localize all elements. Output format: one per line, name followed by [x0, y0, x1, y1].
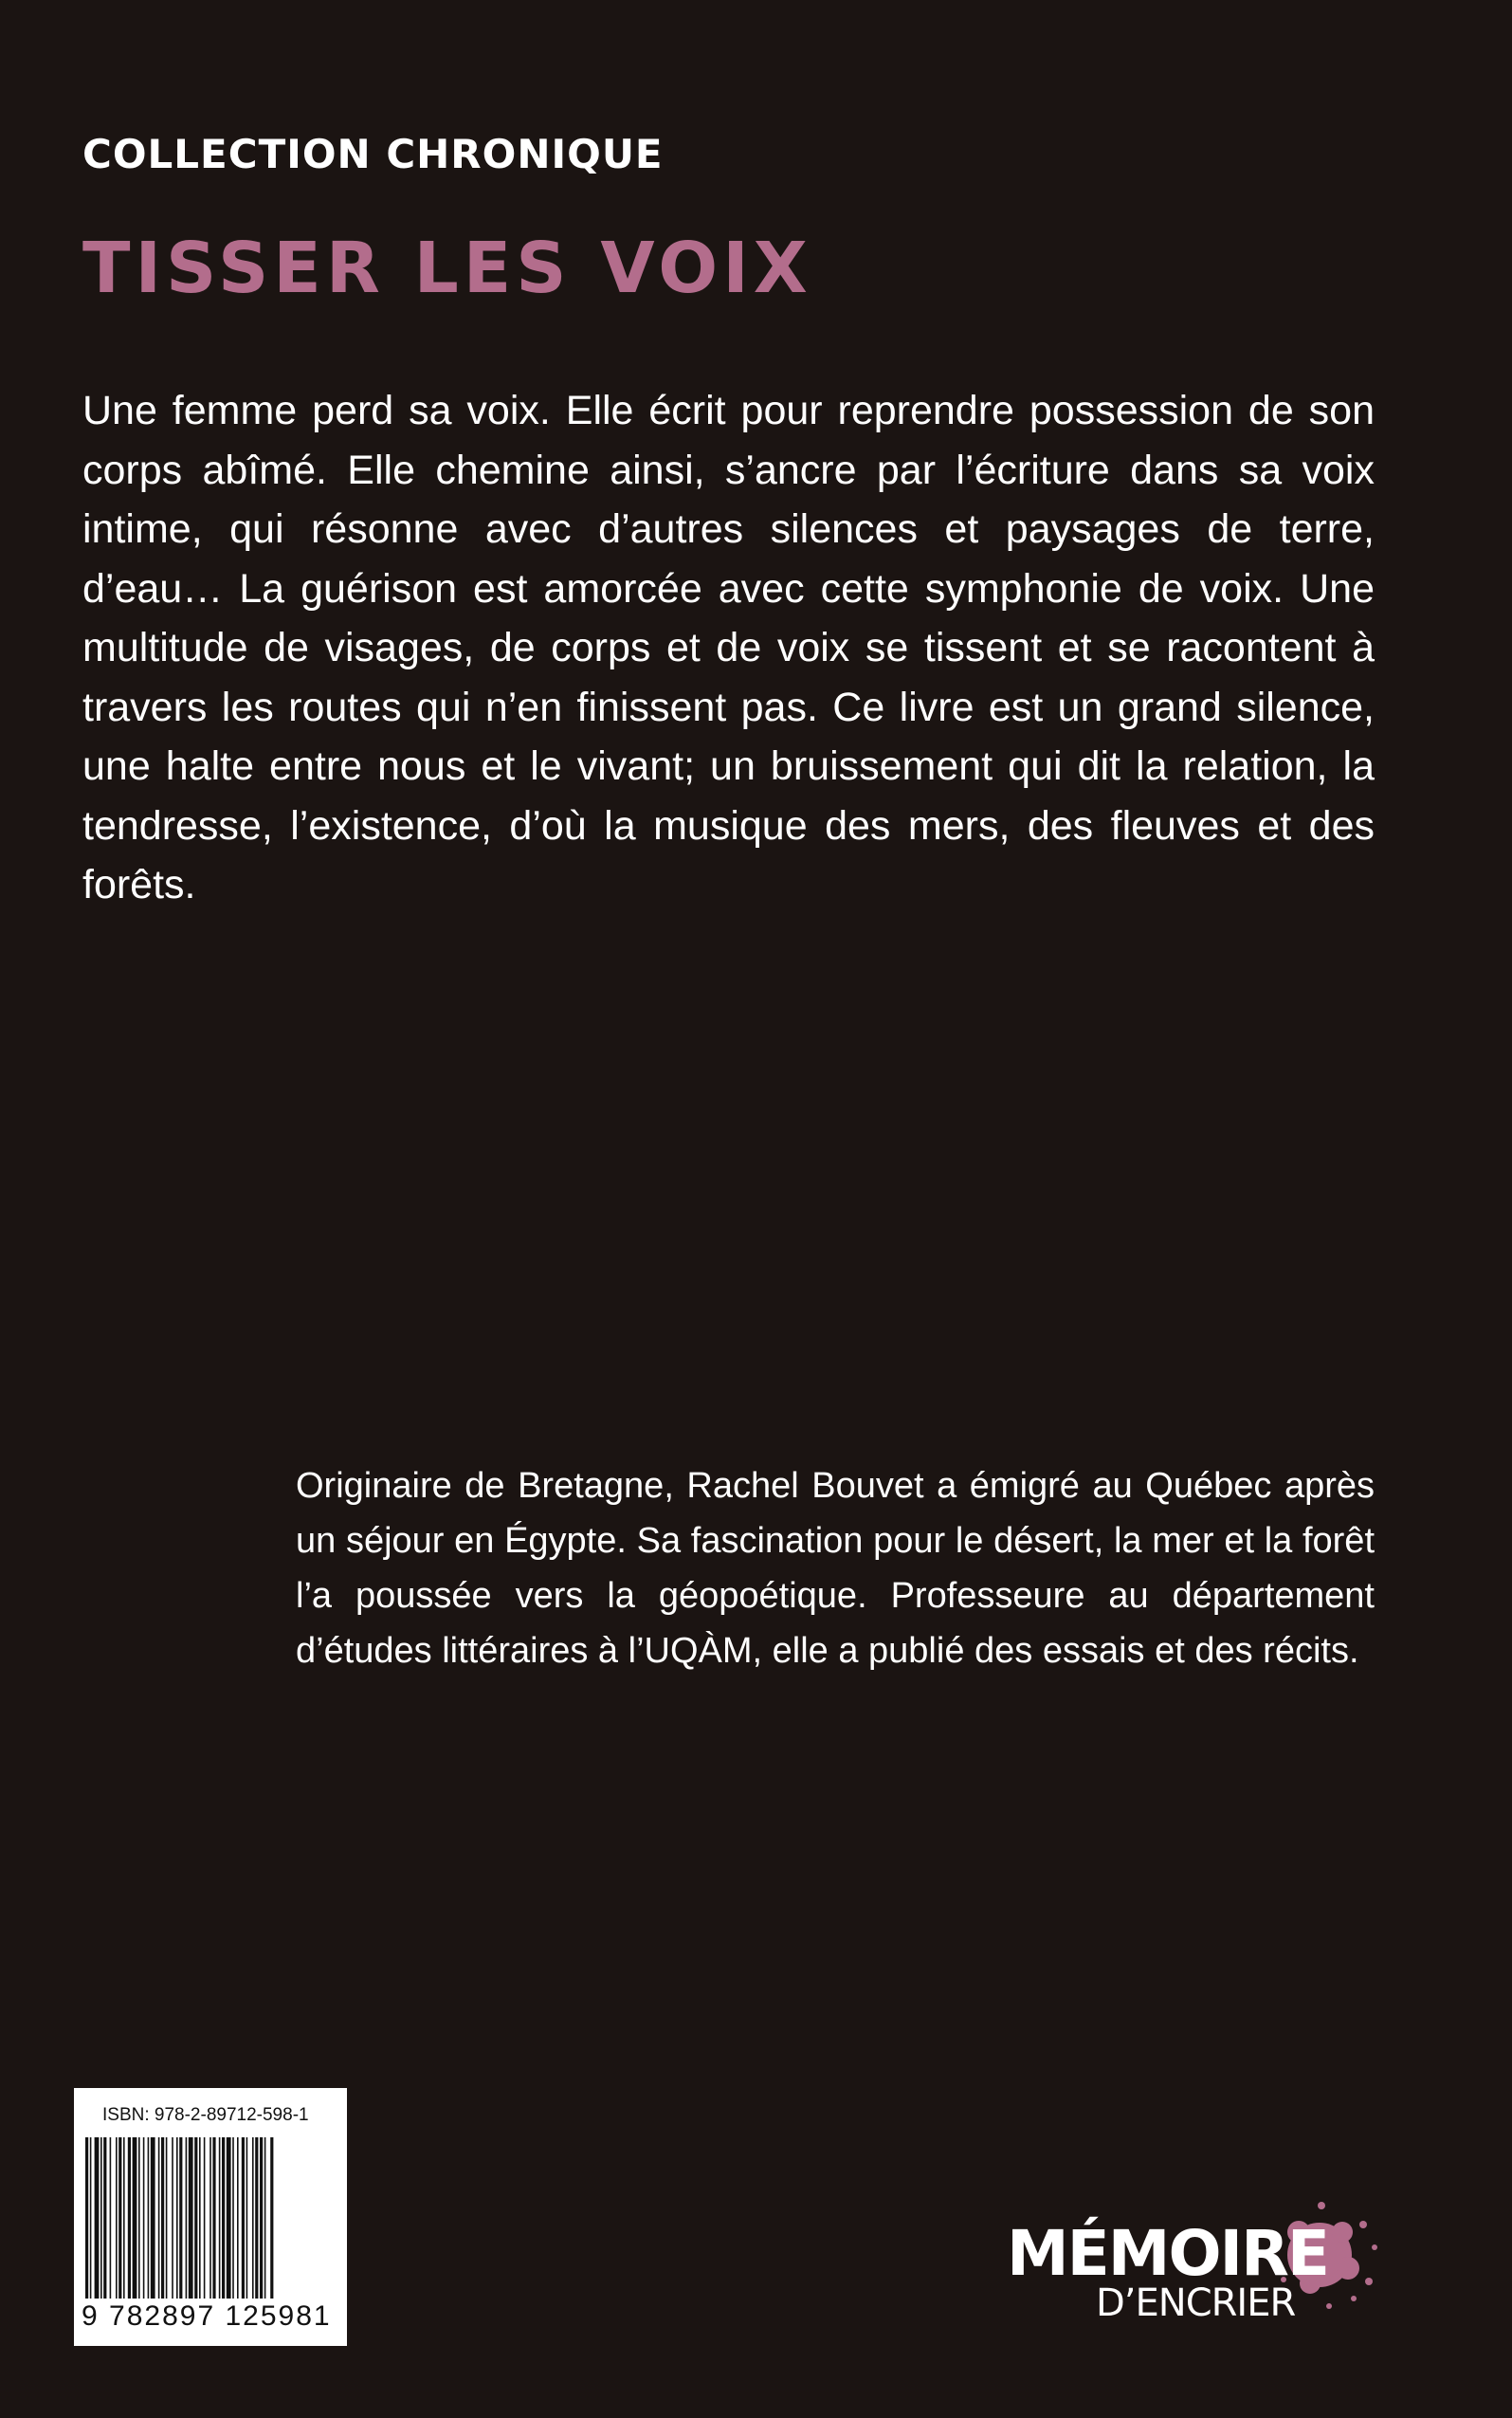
- book-summary: Une femme perd sa voix. Elle écrit pour reprendre possession de son corps abîmé. Elle chemine ainsi, s’ancre par l’écriture dans sa voix intime, qui résonne avec d’autres silences et paysages de terre, d’eau… La guérison est amorcée avec cette symphonie de voix. Une multitude de visages, de corps et de voix se tissent et se racontent à travers les routes qui n’en finissent pas. Ce livre est un grand silence, une halte entre nous et le vivant; un bruissement qui dit la relation, la tendresse, l’existence, d’où la musique des mers, des fleuves et des forêts.: [82, 388, 1375, 907]
- book-title: TISSER LES VOIX: [82, 228, 812, 309]
- author-bio: Originaire de Bretagne, Rachel Bouvet a émigré au Québec après un séjour en Égypte. Sa fascination pour le désert, la mer et la forêt l’a poussée vers la géopoétique. Professeure au département d’études littéraires à l’UQÀM, elle a publié des essais et des récits.: [296, 1466, 1375, 1671]
- publisher-logo: [986, 2190, 1422, 2333]
- collection-label: COLLECTION CHRONIQUE: [82, 131, 664, 177]
- barcode-digits: 9 782897 125981: [82, 2300, 332, 2332]
- barcode-bars: [82, 2137, 339, 2308]
- isbn-barcode: [74, 2088, 347, 2346]
- publisher-name-line1: MÉMOIRE: [1007, 2217, 1329, 2290]
- publisher-name-line2: D’ENCRIER: [1096, 2281, 1296, 2325]
- isbn-label: ISBN: 978-2-89712-598-1: [102, 2105, 309, 2125]
